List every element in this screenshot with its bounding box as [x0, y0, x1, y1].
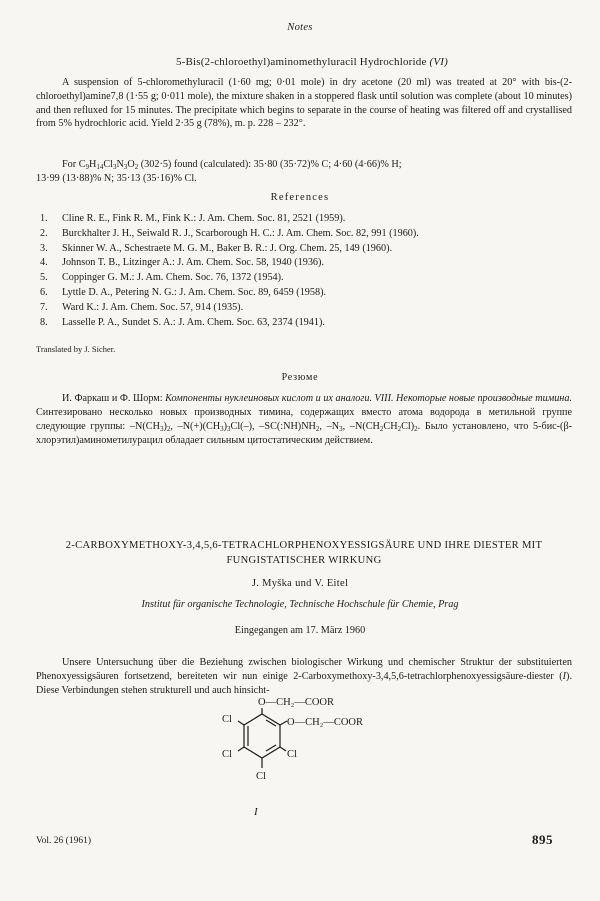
- rezume-heading: Резюме: [281, 372, 319, 383]
- reference-item: 6. Lyttle D. A., Petering N. G.: J. Am. Chem. Soc. 89, 6459 (1958).: [40, 286, 327, 298]
- section-title-label: (VI): [429, 56, 449, 68]
- footer-volume: Vol. 26 (1961): [36, 836, 91, 846]
- rezume-paragraph: И. Фаркаш и Ф. Шорм: Компоненты нуклеиновых кислот и их аналоги. VIII. Некоторые новые производные тимина. Синтезировано несколько новых производных тимина, содержащих вместо атома водорода в метильной группе следующие группы: $-N(CH_3)_2$, $-N(+)(CH_3)_3Cl(-)$, $-SC(:NH)NH_2$, $-N_3$, $-N(CH_2CH_2Cl)_2$. Было установлено, что 5-бис-(β-хлорэтил)аминометилурацил обладает сильным цитостатическим действием.: [36, 393, 573, 446]
- reference-item: 5. Coppinger G. M.: J. Am. Chem. Soc. 76, 1372 (1954).: [40, 272, 284, 284]
- running-head: Notes: [287, 22, 313, 33]
- references-heading: References: [270, 192, 330, 203]
- substituent-2: O—CH₂—COOR: [287, 717, 364, 728]
- page-number: 895: [532, 832, 553, 847]
- reference-item: 4. Johnson T. B., Litzinger A.: J. Am. Chem. Soc. 58, 1940 (1936).: [40, 257, 324, 269]
- received-date: Eingegangen am 17. März 1960: [234, 625, 366, 636]
- chlorine-4: Cl: [222, 749, 232, 760]
- translator-credit: Translated by J. Sicher.: [36, 344, 116, 354]
- synthesis-paragraph: A suspension of 5-chloromethyluracil (1·60 mg; 0·01 mole) in dry acetone (20 ml) was treated at 20° with bis-(2-chloroethyl)amine7,8 (1·55 g; 0·011 mole), the mixture shaken in a stoppered flask until solution was complete (about 10 minutes) and then refluxed for 15 minutes. The precipitate which begins to separate in the course of heating was filtered off and crystallised from 5% hydrochloric acid. Yield 2·35 g (78%), m. p. 228 – 232°.: [36, 77, 572, 130]
- substituent-1: O—CH₂—COOR: [258, 697, 335, 708]
- reference-item: 3. Skinner W. A., Schestraete M. G. M., Baker B. R.: J. Org. Chem. 25, 149 (1960).: [40, 242, 393, 254]
- compound-label: I: [254, 806, 258, 818]
- intro-paragraph: Unsere Untersuchung über die Beziehung zwischen biologischer Wirkung und chemischer Struktur der substituierten Phenoxyessigsäuren fortsetzend, bereiteten wir nun einige 2-Carboxymethoxy-3,4,5,6-tetrachlorphenoxyessigsäure-diester (I). Diese Verbindungen stehen strukturell und auch hinsicht-: [36, 657, 572, 696]
- benzene-ring: [238, 708, 287, 768]
- reference-item: 7. Ward K.: J. Am. Chem. Soc. 57, 914 (1935).: [40, 301, 244, 313]
- affiliation: Institut für organische Technologie, Technische Hochschule für Chemie, Prag: [141, 599, 459, 610]
- reference-item: 8. Lasselle P. A., Sundet S. A.: J. Am. Chem. Soc. 63, 2374 (1941).: [40, 316, 325, 328]
- section-title-text: 5-Bis(2-chloroethyl)aminomethyluracil Hydrochloride: [175, 56, 427, 68]
- section-title: [62, 56, 562, 68]
- article-authors: J. Myška und V. Eitel: [251, 578, 349, 589]
- chlorine-3: Cl: [222, 714, 232, 725]
- elemental-analysis: [36, 158, 572, 186]
- chemical-structure: [0, 690, 600, 810]
- reference-item: 2. Burckhalter J. H., Seiwald R. J., Scarborough H. C.: J. Am. Chem. Soc. 82, 991 (1960).: [40, 227, 419, 239]
- chlorine-6: Cl: [256, 771, 266, 782]
- analysis-line-2: 13·99 (13·88)% N; 35·13 (35·16)% Cl.: [36, 172, 197, 184]
- reference-item: 1. Cline R. E., Fink R. M., Fink K.: J. Am. Chem. Soc. 81, 2521 (1959).: [40, 213, 346, 224]
- chlorine-5: Cl: [287, 749, 297, 760]
- article-title: 2-CARBOXYMETHOXY-3,4,5,6-TETRACHLORPHENOXYESSIGSÄURE UND IHRE DIESTER MIT FUNGISTATISCHER WIRKUNG: [65, 540, 543, 566]
- references-list: [40, 212, 560, 330]
- analysis-line-1: For $C_9H_{14}Cl_3N_3O_2$ (302·5) found (calculated): 35·80 (35·72)% C; 4·60 (4·66)% H;: [62, 159, 402, 171]
